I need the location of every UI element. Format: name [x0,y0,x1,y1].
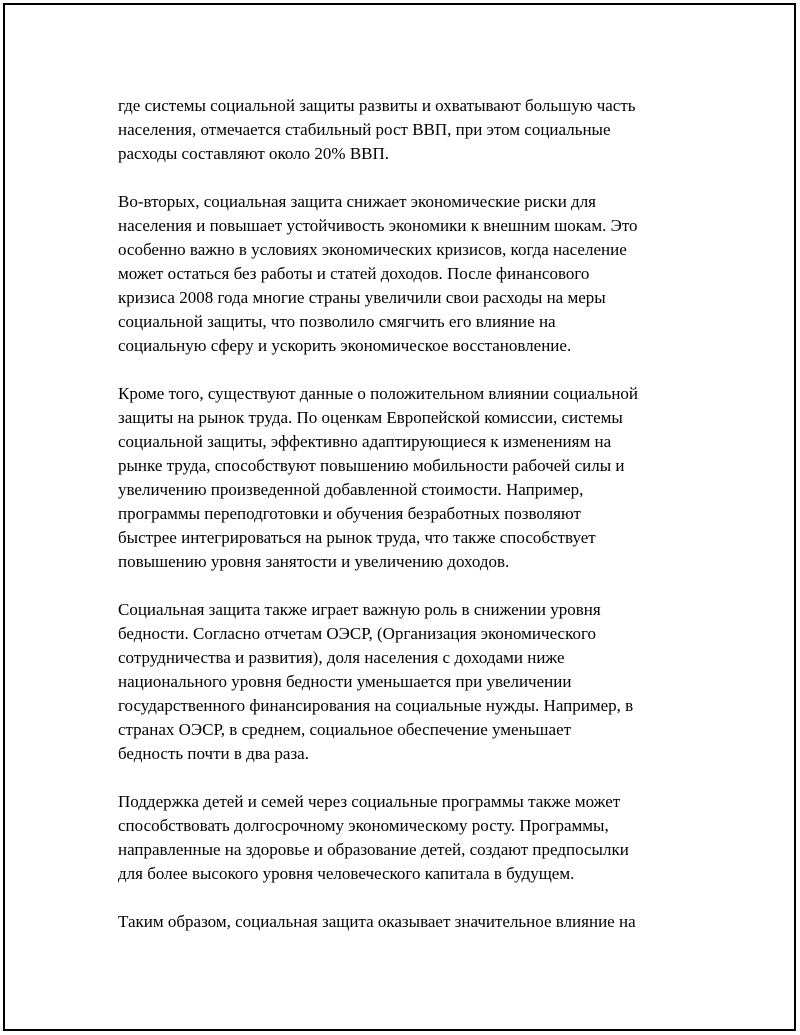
text-line: социальной защиты, эффективно адаптирующиеся к изменениям на [118,432,612,451]
text-line: социальную сферу и ускорить экономическое восстановление. [118,336,572,355]
text-line: Во-вторых, социальная защита снижает экономические риски для [118,192,596,211]
text-line: повышению уровня занятости и увеличению доходов. [118,552,510,571]
paragraph-labor-market [118,382,688,574]
text-line: населения, отмечается стабильный рост ВВП, при этом социальные [118,120,611,139]
text-line: бедности. Согласно отчетам ОЭСР, (Организация экономического [118,624,597,643]
text-line: программы переподготовки и обучения безработных позволяют [118,504,581,523]
text-line: может остаться без работы и статей доходов. После финансового [118,264,590,283]
text-line: особенно важно в условиях экономических кризисов, когда население [118,240,627,259]
text-line: Таким образом, социальная защита оказывает значительное влияние на [118,912,636,931]
text-line: кризиса 2008 года многие страны увеличили свои расходы на меры [118,288,606,307]
text-line: для более высокого уровня человеческого капитала в будущем. [118,864,575,883]
text-line: где системы социальной защиты развиты и охватывают большую часть [118,96,636,115]
text-line: расходы составляют около 20% ВВП. [118,144,390,163]
text-line: направленные на здоровье и образование детей, создают предпосылки [118,840,629,859]
text-line: Поддержка детей и семей через социальные программы также может [118,792,621,811]
paragraph-gdp-growth [118,94,688,166]
text-line: сотрудничества и развития), доля населения с доходами ниже [118,648,565,667]
text-line: населения и повышает устойчивость экономики к внешним шокам. Это [118,216,638,235]
document-body [118,94,688,958]
text-line: защиты на рынок труда. По оценкам Европейской комиссии, системы [118,408,623,427]
paragraph-children-families [118,790,688,886]
text-line: способствовать долгосрочному экономическому росту. Программы, [118,816,609,835]
paragraph-poverty [118,598,688,766]
text-line: Социальная защита также играет важную роль в снижении уровня [118,600,601,619]
text-line: увеличению произведенной добавленной стоимости. Например, [118,480,584,499]
text-line: бедность почти в два раза. [118,744,309,763]
text-line: социальной защиты, что позволило смягчить его влияние на [118,312,556,331]
text-line: государственного финансирования на социальные нужды. Например, в [118,696,634,715]
text-line: странах ОЭСР, в среднем, социальное обеспечение уменьшает [118,720,572,739]
text-line: Кроме того, существуют данные о положительном влиянии социальной [118,384,639,403]
text-line: национального уровня бедности уменьшается при увеличении [118,672,572,691]
paragraph-economic-risks [118,190,688,358]
paragraph-conclusion [118,910,688,934]
text-line: рынке труда, способствуют повышению мобильности рабочей силы и [118,456,625,475]
text-line: быстрее интегрироваться на рынок труда, что также способствует [118,528,596,547]
